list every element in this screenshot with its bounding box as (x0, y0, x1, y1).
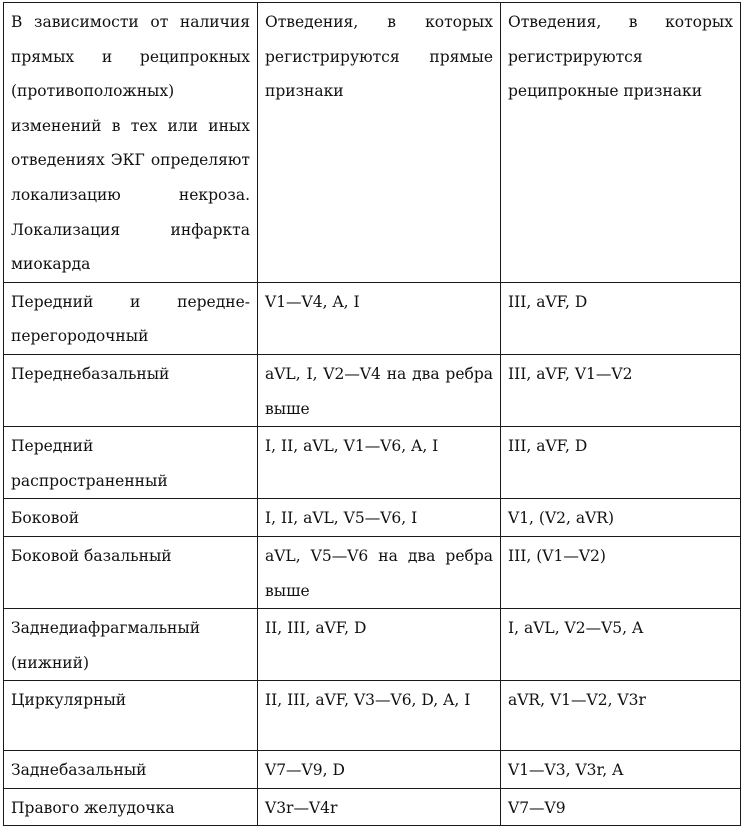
reciprocal-leads-cell: III, aVF, V1—V2 (501, 354, 741, 426)
table-row (4, 354, 741, 426)
reciprocal-leads-cell: V1, (V2, aVR) (501, 499, 741, 537)
direct-leads-cell: I, II, aVL, V1—V6, A, I (258, 427, 501, 499)
location-cell: Заднебазальный (4, 751, 258, 789)
location-cell: Правого желудочка (4, 788, 258, 826)
reciprocal-leads-cell: V1—V3, V3r, A (501, 751, 741, 789)
location-cell: Передний распространенный (4, 427, 258, 499)
table-row (4, 788, 741, 826)
header-cell-direct-signs: Отведения, в которых регистрируются прямые признаки (258, 3, 501, 283)
table-row (4, 609, 741, 681)
reciprocal-leads-cell: III, (V1—V2) (501, 536, 741, 608)
direct-leads-cell: V1—V4, A, I (258, 282, 501, 354)
table-row (4, 427, 741, 499)
table-row (4, 282, 741, 354)
direct-leads-cell: V3r—V4r (258, 788, 501, 826)
mi-localization-table (3, 2, 741, 826)
table-row (4, 751, 741, 789)
reciprocal-leads-cell: III, aVF, D (501, 427, 741, 499)
direct-leads-cell: aVL, I, V2—V4 на два ребра выше (258, 354, 501, 426)
location-cell: Боковой базальный (4, 536, 258, 608)
direct-leads-cell: I, II, aVL, V5—V6, I (258, 499, 501, 537)
location-cell: Передний и передне-перегородочный (4, 282, 258, 354)
location-cell: Циркулярный (4, 681, 258, 751)
reciprocal-leads-cell: III, aVF, D (501, 282, 741, 354)
reciprocal-leads-cell: aVR, V1—V2, V3r (501, 681, 741, 751)
direct-leads-cell: II, III, aVF, V3—V6, D, A, I (258, 681, 501, 751)
location-cell: Боковой (4, 499, 258, 537)
reciprocal-leads-cell: I, aVL, V2—V5, A (501, 609, 741, 681)
direct-leads-cell: II, III, aVF, D (258, 609, 501, 681)
location-cell: Заднедиафрагмальный (нижний) (4, 609, 258, 681)
header-cell-localization: В зависимости от наличия прямых и реципрокных (противоположных) изменений в тех или иных отведениях ЭКГ определяют локализацию некроза. Локализация инфаркта миокарда (4, 3, 258, 283)
table-row (4, 499, 741, 537)
location-cell: Переднебазальный (4, 354, 258, 426)
table-row (4, 681, 741, 751)
reciprocal-leads-cell: V7—V9 (501, 788, 741, 826)
header-row (4, 3, 741, 283)
header-cell-reciprocal-signs: Отведения, в которых регистрируются реципрокные признаки (501, 3, 741, 283)
direct-leads-cell: V7—V9, D (258, 751, 501, 789)
table-row (4, 536, 741, 608)
direct-leads-cell: aVL, V5—V6 на два ребра выше (258, 536, 501, 608)
